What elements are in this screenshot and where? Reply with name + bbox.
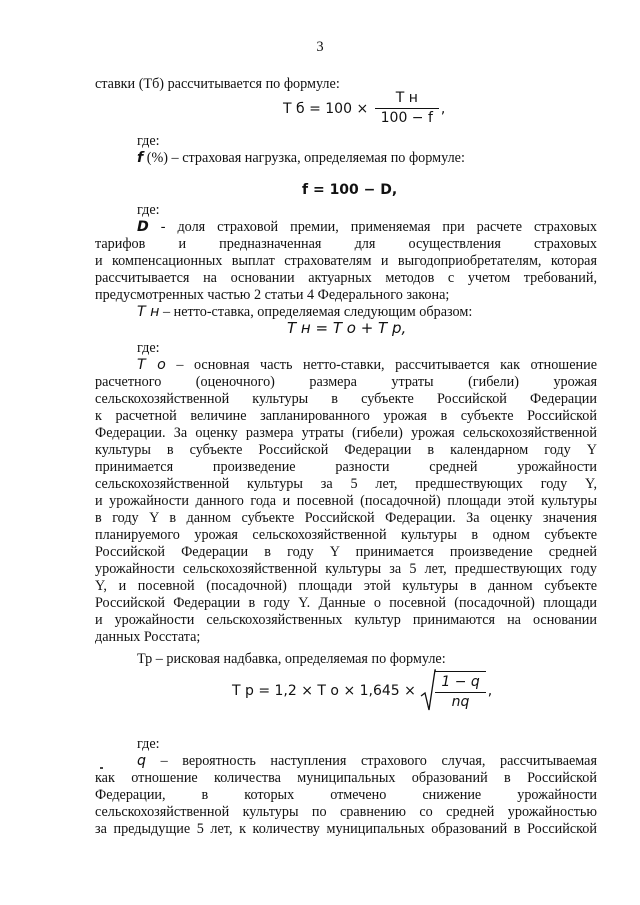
text-line: предусмотренных частью 2 статьи 4 Федерального закона; <box>95 287 450 303</box>
text-line: культуры в субъекте Российской Федерации в календарном году Y <box>95 442 597 458</box>
text-line: за предыдущие 5 лет, к количеству муниципальных образований в Российской <box>95 821 597 837</box>
formula-tb-denominator: 100 − f <box>380 110 433 127</box>
text-line: и компенсационных выплат страхователям и выгодоприобретателям, которая <box>95 253 597 269</box>
text-line: принимается произведение разности средней урожайности <box>95 459 597 475</box>
text-line: и урожайности сельскохозяйственных культур принимаются на основании <box>95 612 597 628</box>
text-line: Федерации. За оценку размера утраты (гибели) урожая сельскохозяйственной <box>95 425 597 441</box>
text-line: где: <box>137 736 160 752</box>
formula-tr-lhs: Т р = 1,2 × <box>232 683 313 699</box>
text-line: урожайности сельскохозяйственной культуры за 5 лет, предшествующих году <box>95 561 597 577</box>
formula-tb-tail: , <box>440 100 446 117</box>
formula-tr-tail: , <box>487 683 493 699</box>
variable-to: Т о <box>137 357 166 373</box>
formula-tr <box>232 668 492 714</box>
text-line: f (%) – страховая нагрузка, определяемая по формуле: <box>137 150 465 166</box>
text-line: где: <box>137 202 160 218</box>
text-line: Российской Федерации в году Y. Данные о посевной (посадочной) площади <box>95 595 597 611</box>
text-line: сельскохозяйственной культуры за 5 лет, предшествующих году Y, <box>95 476 597 492</box>
text-line: Тр – рисковая надбавка, определяемая по формуле: <box>137 651 446 667</box>
variable-d: D <box>137 219 149 235</box>
sqrt-icon <box>420 668 436 714</box>
text-line: расчетного (оценочного) размера утраты (гибели) урожая <box>95 374 597 390</box>
text-line: данных Росстата; <box>95 629 201 645</box>
variable-f: f <box>137 150 144 166</box>
text-line: D - доля страховой премии, применяемая при расчете страховых <box>137 219 597 235</box>
text-line: Федерации, в которых отмечено снижение урожайности <box>95 787 597 803</box>
variable-q: q <box>137 753 147 769</box>
page-number: 3 <box>316 39 324 55</box>
formula-tb-numerator: Т н <box>375 90 439 109</box>
text-line: к расчетной величине запланированного урожая в субъекте Российской <box>95 408 597 424</box>
formula-tb-lhs: Т б = 100 × <box>283 100 369 117</box>
formula-tr-denominator: nq <box>451 694 470 710</box>
formula-tr-numerator: 1 − q <box>435 674 485 693</box>
formula-tn: Т н = Т о + Т р, <box>287 319 407 337</box>
text-line: в году Y в данном субъекте Российской Федерации. За оценку значения <box>95 510 597 526</box>
text-line: где: <box>137 340 160 356</box>
text-line: Т о – основная часть нетто-ставки, рассчитывается как отношение <box>137 357 597 373</box>
text-line: Y, и посевной (посадочной) площади этой культуры в данном субъекте <box>95 578 597 594</box>
formula-f: f = 100 − D, <box>302 182 398 198</box>
text-line: сельскохозяйственной культуры в субъекте Российской Федерации <box>95 391 597 407</box>
text-line: планируемого урожая сельскохозяйственной культуры в одном субъекте <box>95 527 597 543</box>
text-line: тарифов и предназначенная для осуществления страховых <box>95 236 597 252</box>
text-line: сельскохозяйственной культуры по сравнению со средней урожайностью <box>95 804 597 820</box>
variable-tn: Т н <box>137 304 160 320</box>
text-line: как отношение количества муниципальных образований в Российской <box>95 770 597 786</box>
formula-tr-mid: Т о × 1,645 × <box>317 683 416 699</box>
text-line: ставки (Тб) рассчитывается по формуле: <box>95 76 340 92</box>
text-line: q – вероятность наступления страхового случая, рассчитываемая <box>137 753 597 769</box>
formula-tr-fraction <box>435 671 485 712</box>
text-line: и урожайности данного года и посевной (посадочной) площади этой культуры <box>95 493 597 509</box>
text-line: Российской Федерации в году Y принимается произведение средней <box>95 544 597 560</box>
formula-tb <box>283 90 445 128</box>
scan-speck <box>100 767 103 769</box>
text-line: Т н – нетто-ставка, определяемая следующим образом: <box>137 304 473 320</box>
formula-tb-fraction <box>375 90 439 128</box>
text-line: где: <box>137 133 160 149</box>
text-line: рассчитывается на основании актуарных методов с учетом требований, <box>95 270 597 286</box>
